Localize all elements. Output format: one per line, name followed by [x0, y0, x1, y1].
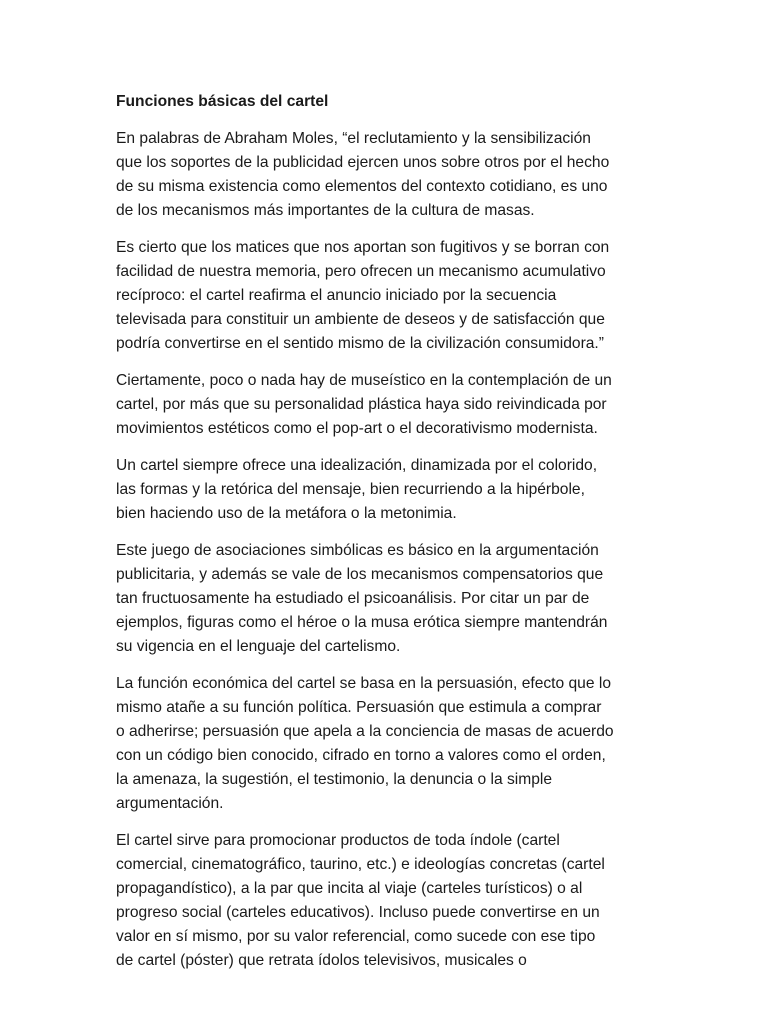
paragraph-line: que los soportes de la publicidad ejercen unos sobre otros por el hecho: [116, 154, 610, 171]
paragraph-line: mismo atañe a su función política. Persuasión que estimula a comprar: [116, 699, 602, 716]
paragraph-line: Un cartel siempre ofrece una idealización, dinamizada por el colorido,: [116, 457, 598, 474]
paragraph-line: tan fructuosamente ha estudiado el psicoanálisis. Por citar un par de: [116, 590, 590, 607]
paragraph-line: facilidad de nuestra memoria, pero ofrecen un mecanismo acumulativo: [116, 263, 606, 280]
paragraph-line: o adherirse; persuasión que apela a la conciencia de masas de acuerdo: [116, 723, 614, 740]
paragraph-line: propagandístico), a la par que incita al viaje (carteles turísticos) o al: [116, 880, 583, 897]
paragraph-line: argumentación.: [116, 795, 224, 812]
paragraph: [116, 236, 664, 356]
paragraph: [116, 369, 664, 441]
paragraph-line: movimientos estéticos como el pop-art o el decorativismo modernista.: [116, 420, 598, 437]
paragraph-line: cartel, por más que su personalidad plástica haya sido reivindicada por: [116, 396, 607, 413]
paragraph-line: bien haciendo uso de la metáfora o la metonimia.: [116, 505, 457, 522]
paragraph-line: la amenaza, la sugestión, el testimonio, la denuncia o la simple: [116, 771, 553, 788]
paragraph: [116, 454, 664, 526]
paragraph-line: progreso social (carteles educativos). Incluso puede convertirse en un: [116, 904, 600, 921]
paragraph-line: de su misma existencia como elementos del contexto cotidiano, es uno: [116, 178, 608, 195]
paragraph: [116, 127, 664, 223]
paragraph-line: Este juego de asociaciones simbólicas es básico en la argumentación: [116, 542, 599, 559]
document-title: Funciones básicas del cartel: [116, 93, 329, 110]
paragraph-line: La función económica del cartel se basa en la persuasión, efecto que lo: [116, 675, 611, 692]
paragraph-line: publicitaria, y además se vale de los mecanismos compensatorios que: [116, 566, 604, 583]
paragraph-line: valor en sí mismo, por su valor referencial, como sucede con ese tipo: [116, 928, 596, 945]
paragraph-line: Ciertamente, poco o nada hay de museístico en la contemplación de un: [116, 372, 612, 389]
paragraph-line: su vigencia en el lenguaje del cartelismo.: [116, 638, 401, 655]
document-page: [116, 90, 664, 986]
paragraph-line: podría convertirse en el sentido mismo de la civilización consumidora.”: [116, 335, 604, 352]
paragraph-line: ejemplos, figuras como el héroe o la musa erótica siempre mantendrán: [116, 614, 608, 631]
paragraph: [116, 672, 664, 816]
paragraph-line: En palabras de Abraham Moles, “el reclutamiento y la sensibilización: [116, 130, 591, 147]
paragraph-line: las formas y la retórica del mensaje, bien recurriendo a la hipérbole,: [116, 481, 585, 498]
paragraph-line: de cartel (póster) que retrata ídolos televisivos, musicales o: [116, 952, 527, 969]
paragraph-line: de los mecanismos más importantes de la cultura de masas.: [116, 202, 535, 219]
paragraph-line: Es cierto que los matices que nos aportan son fugitivos y se borran con: [116, 239, 610, 256]
paragraph: [116, 539, 664, 659]
paragraph: [116, 829, 664, 973]
paragraph-line: recíproco: el cartel reafirma el anuncio iniciado por la secuencia: [116, 287, 557, 304]
paragraph-line: con un código bien conocido, cifrado en torno a valores como el orden,: [116, 747, 606, 764]
paragraph-line: El cartel sirve para promocionar productos de toda índole (cartel: [116, 832, 560, 849]
paragraph-line: comercial, cinematográfico, taurino, etc.) e ideologías concretas (cartel: [116, 856, 605, 873]
paragraph-line: televisada para constituir un ambiente de deseos y de satisfacción que: [116, 311, 605, 328]
document-body: [116, 127, 664, 973]
